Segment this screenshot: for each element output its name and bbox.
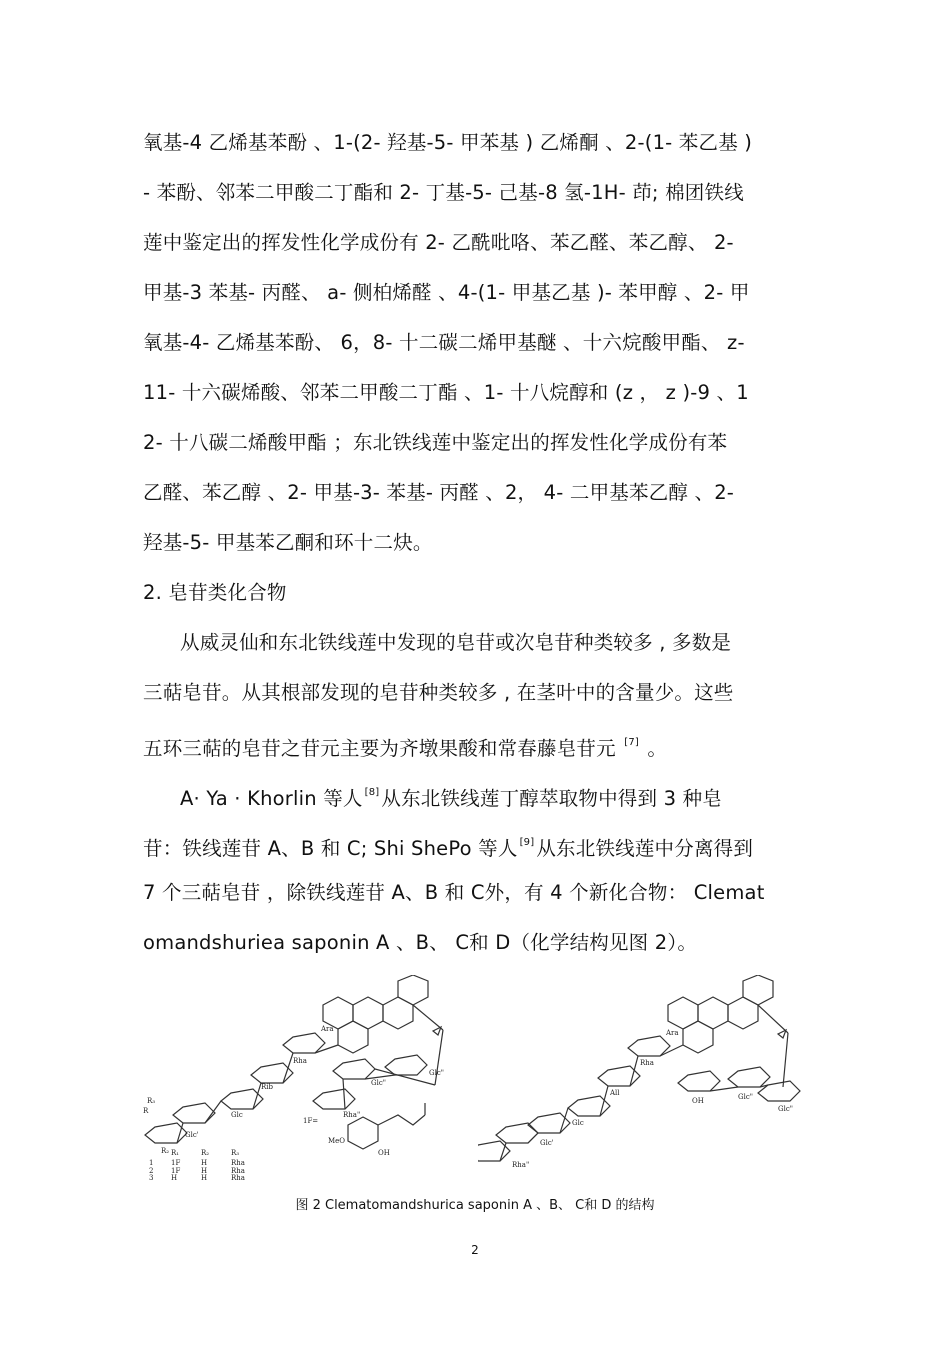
table-cell: H [201, 1159, 208, 1167]
page-number: 2 [471, 1243, 479, 1257]
label-oh: OH [378, 1149, 390, 1157]
table-cell: Rha [231, 1159, 245, 1167]
body-line [180, 780, 722, 812]
label-rha: Rha [293, 1057, 307, 1065]
citation-ref: [9] [519, 837, 535, 848]
table-cell: 3 [149, 1174, 154, 1180]
label-glc-dprime-2: Glc" [778, 1105, 793, 1113]
label-glc: Glc [231, 1111, 243, 1119]
table-cell: H [171, 1174, 178, 1180]
body-line: 11- 十六碳烯酸、邻苯二甲酸二丁酯 、1- 十八烷醇和 (z ， z )-9 、1 [143, 381, 749, 404]
label-rha-dprime: Rha" [343, 1111, 361, 1119]
figure-structures [143, 975, 808, 1180]
label-meo: MeO [328, 1137, 346, 1145]
label-r2: R₂ [161, 1147, 170, 1155]
body-line: omandshuriea saponin A 、B、 C和 D（化学结构见图 2）。 [143, 931, 698, 954]
body-line: 甲基-3 苯基- 丙醛、 a- 侧柏烯醛 、4-(1- 甲基乙基 )- 苯甲醇 、2- 甲 [143, 281, 750, 304]
label-glc: Glc [572, 1119, 584, 1127]
section-heading: 2. 皂苷类化合物 [143, 581, 287, 604]
table-cell: 1F [171, 1167, 181, 1175]
body-line: 从威灵仙和东北铁线莲中发现的皂苷或次皂苷种类较多 , 多数是 [180, 631, 732, 654]
label-rha: Rha [640, 1059, 654, 1067]
triterpene-core-right [668, 975, 788, 1053]
body-line: 乙醛、苯乙醇 、2- 甲基-3- 苯基- 丙醛 、2， 4- 二甲基苯乙醇 、2- [143, 481, 735, 504]
label-glc-dprime: Glc" [738, 1093, 753, 1101]
table-cell: 2 [149, 1167, 154, 1175]
citation-ref: [8] [364, 787, 380, 798]
citation-ref: [7] [624, 737, 639, 748]
label-ara: Ara [666, 1029, 679, 1037]
body-text: 。 [647, 737, 668, 760]
label-oh: OH [692, 1097, 704, 1105]
table-cell: Rha [231, 1167, 245, 1175]
body-line: 氧基-4- 乙烯基苯酚、 6，8- 十二碳二烯甲基醚 、十六烷酸甲酯、 z- [143, 331, 745, 354]
label-rha-dprime: Rha" [512, 1161, 530, 1169]
body-text: A· Ya · Khorlin 等人 [180, 787, 363, 810]
body-line: 三萜皂苷。从其根部发现的皂苷种类较多 , 在茎叶中的含量少。这些 [143, 681, 734, 704]
figure-caption: 图 2 Clematomandshurica saponin A 、B、 C和 D 的结构 [295, 1198, 655, 1213]
body-text: 苷：铁线莲苷 A、B 和 C; Shi ShePo 等人 [143, 837, 518, 860]
body-text: 从东北铁线莲中分离得到 [536, 837, 754, 860]
label-ara: Ara [321, 1025, 334, 1033]
body-line: 氧基-4 乙烯基苯酚 、1-(2- 羟基-5- 甲苯基 ) 乙烯酮 、2-(1- 苯乙基 ) [143, 131, 753, 154]
label-glc-dprime: Glc" [371, 1079, 386, 1087]
body-text: 从东北铁线莲丁醇萃取物中得到 3 种皂 [381, 787, 722, 810]
label-glc-prime: Glc' [185, 1131, 199, 1139]
label-rib: Rib [261, 1083, 273, 1091]
body-text: 五环三萜的皂苷之苷元主要为齐墩果酸和常春藤皂苷元 [143, 737, 616, 760]
body-line [143, 730, 667, 762]
label-f-eq: 1F= [303, 1117, 319, 1125]
body-line: 7 个三萜皂苷 ，除铁线莲苷 A、B 和 C外，有 4 个新化合物： Clemat [143, 881, 765, 904]
label-all: All [610, 1089, 620, 1097]
table-head-r1: R₁ [171, 1149, 180, 1157]
table-cell: 1F [171, 1159, 181, 1167]
body-line: - 苯酚、邻苯二甲酸二丁酯和 2- 丁基-5- 己基-8 氢-1H- 茚; 棉团铁线 [143, 181, 744, 204]
table-head-r2: R₂ [201, 1149, 210, 1157]
triterpene-core-left [323, 975, 443, 1053]
label-r1: R [143, 1107, 149, 1115]
table-cell: H [201, 1174, 208, 1180]
body-line: 2- 十八碳二烯酸甲酯 ；东北铁线莲中鉴定出的挥发性化学成份有苯 [143, 431, 728, 454]
label-glc-dprime-2: Glc" [429, 1069, 444, 1077]
sugar-rings-left [145, 1033, 427, 1143]
body-line: 莲中鉴定出的挥发性化学成份有 2- 乙酰吡咯、苯乙醛、苯乙醇、 2- [143, 231, 734, 254]
body-line: 羟基-5- 甲基苯乙酮和环十二炔。 [143, 531, 433, 554]
label-r3: R₃ [147, 1097, 156, 1105]
label-glc-prime: Glc' [540, 1139, 554, 1147]
body-line [143, 830, 753, 862]
table-cell: 1 [149, 1159, 154, 1167]
table-cell: Rha [231, 1174, 245, 1180]
structure-left [143, 975, 463, 1180]
table-head-r3: R₃ [231, 1149, 240, 1157]
structure-right [478, 975, 808, 1180]
table-cell: H [201, 1167, 208, 1175]
feruloyl-moiety [348, 1103, 425, 1149]
